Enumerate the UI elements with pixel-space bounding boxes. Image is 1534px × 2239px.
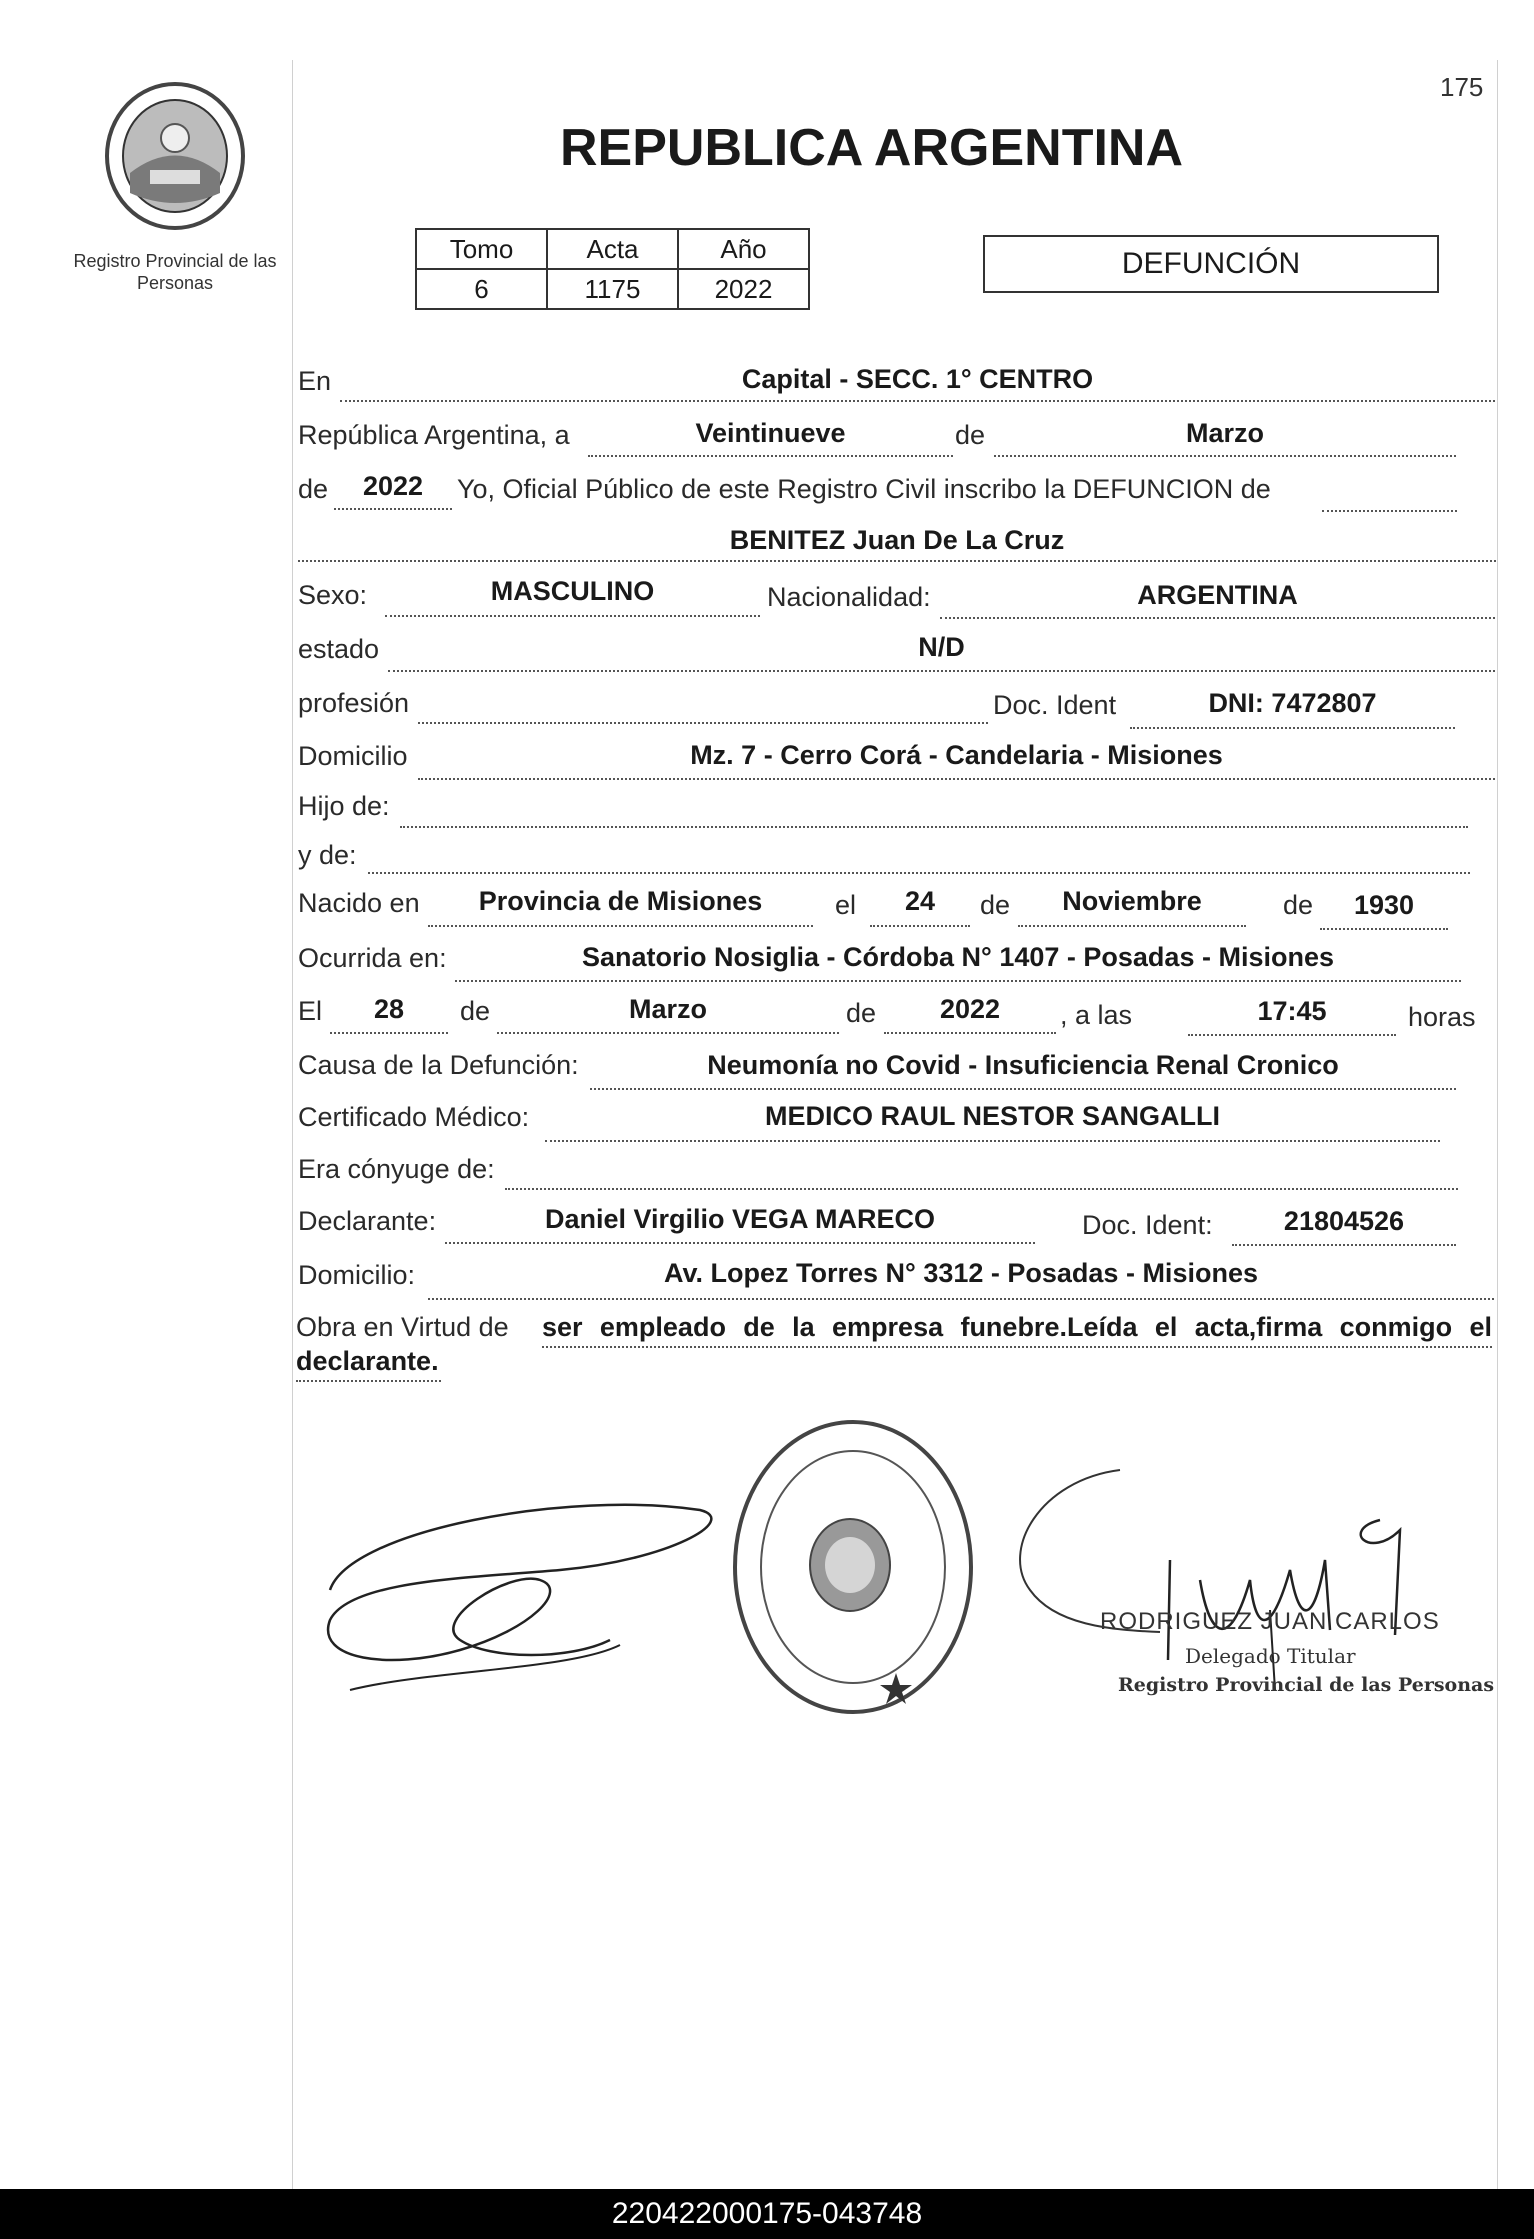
line-certificado	[545, 1140, 1440, 1142]
label-horas: horas	[1408, 1002, 1476, 1032]
acta-value: 1175	[547, 269, 678, 309]
declarant-signature	[310, 1470, 730, 1710]
label-de-def-mes: de	[460, 996, 491, 1026]
line-y-de	[368, 872, 1470, 874]
left-margin-line	[292, 60, 293, 2189]
label-el: el	[835, 890, 857, 920]
line-sexo	[385, 615, 760, 617]
register-table	[415, 228, 810, 310]
field-estado: N/D	[918, 632, 965, 662]
acta-header: Acta	[547, 229, 678, 269]
line-lugar	[340, 400, 1495, 402]
field-certificado: MEDICO RAUL NESTOR SANGALLI	[764, 1101, 1221, 1131]
footer-code: 220422000175-043748	[0, 2189, 1534, 2239]
label-doc-ident-declarante: Doc. Ident:	[1082, 1210, 1213, 1240]
line-nacido-en	[428, 925, 813, 927]
label-declarante: Declarante:	[298, 1206, 437, 1236]
label-ocurrida-en: Ocurrida en:	[298, 943, 447, 973]
field-nombre: BENITEZ Juan De La Cruz	[729, 525, 1065, 555]
label-doc-ident: Doc. Ident	[993, 690, 1117, 720]
page-number: 175	[1440, 72, 1484, 102]
line-dia	[588, 455, 953, 457]
field-anio: 2022	[362, 471, 424, 501]
line-def-dia	[330, 1032, 448, 1034]
line-conyuge	[505, 1188, 1458, 1190]
anio-value: 2022	[678, 269, 809, 309]
label-de-def-anio: de	[846, 998, 877, 1028]
line-declarante-doc	[1232, 1244, 1456, 1246]
label-de-mes: de	[955, 420, 986, 450]
label-hijo-de: Hijo de:	[298, 791, 390, 821]
tomo-header: Tomo	[416, 229, 547, 269]
label-sexo: Sexo:	[298, 580, 368, 610]
label-de-nac-mes: de	[980, 890, 1011, 920]
label-de-nac-anio: de	[1283, 890, 1314, 920]
field-def-mes: Marzo	[628, 994, 707, 1024]
label-en: En	[298, 366, 332, 396]
line-nac-mes	[1018, 925, 1246, 927]
field-obra-line1: ser empleado de la empresa funebre.Leída el acta,firma conmigo el	[542, 1312, 1492, 1342]
field-domicilio: Mz. 7 - Cerro Corá - Candelaria - Misiones	[690, 740, 1223, 770]
line-def-hora	[1188, 1034, 1396, 1036]
line-obra-2	[296, 1380, 441, 1382]
right-margin-line	[1497, 60, 1498, 2189]
line-declarante-domicilio	[428, 1298, 1494, 1300]
anio-header: Año	[678, 229, 809, 269]
line-declarante	[445, 1242, 1035, 1244]
official-title: Delegado Titular	[1185, 1644, 1356, 1668]
province-emblem	[100, 78, 250, 233]
line-causa	[590, 1088, 1456, 1090]
label-conyuge: Era cónyuge de:	[298, 1154, 495, 1184]
label-causa: Causa de la Defunción:	[298, 1050, 579, 1080]
label-nacionalidad: Nacionalidad:	[767, 582, 931, 612]
field-declarante-doc: 21804526	[1283, 1206, 1405, 1236]
line-nac-dia	[870, 925, 970, 927]
field-def-hora: 17:45	[1257, 996, 1327, 1026]
label-de-anio: de	[298, 474, 329, 504]
line-defuncion-de	[1322, 510, 1457, 512]
field-causa: Neumonía no Covid - Insuficiencia Renal Cronico	[707, 1050, 1339, 1080]
line-estado	[388, 670, 1495, 672]
field-dia-letras: Veintinueve	[695, 418, 846, 448]
field-def-dia: 28	[373, 994, 405, 1024]
label-domicilio: Domicilio	[298, 741, 408, 771]
field-ocurrida-en: Sanatorio Nosiglia - Córdoba N° 1407 - Posadas - Misiones	[582, 942, 1334, 972]
label-obra: Obra en Virtud de	[296, 1312, 509, 1342]
line-mes	[994, 455, 1456, 457]
line-profesion	[418, 722, 988, 724]
label-yo-oficial: Yo, Oficial Público de este Registro Civil inscribo la DEFUNCION de	[457, 474, 1271, 504]
field-nacionalidad: ARGENTINA	[1137, 580, 1298, 610]
line-anio	[334, 508, 452, 510]
line-doc-ident	[1130, 727, 1455, 729]
field-obra-line2: declarante.	[296, 1346, 439, 1376]
line-nacionalidad	[940, 617, 1495, 619]
field-declarante: Daniel Virgilio VEGA MARECO	[544, 1204, 936, 1234]
document-type-box: DEFUNCIÓN	[983, 235, 1439, 293]
field-sexo: MASCULINO	[490, 576, 655, 606]
field-declarante-domicilio: Av. Lopez Torres N° 3312 - Posadas - Misiones	[664, 1258, 1258, 1288]
line-nac-anio	[1320, 928, 1448, 930]
field-nac-anio: 1930	[1353, 890, 1415, 920]
tomo-value: 6	[416, 269, 547, 309]
label-domicilio-declarante: Domicilio:	[298, 1260, 416, 1290]
field-doc-ident: DNI: 7472807	[1208, 688, 1377, 718]
official-name: RODRIGUEZ JUAN CARLOS	[1100, 1608, 1440, 1635]
label-profesion: profesión	[298, 688, 410, 718]
official-seal	[728, 1415, 978, 1720]
label-estado: estado	[298, 634, 380, 664]
label-El: El	[298, 996, 323, 1026]
page-title: REPUBLICA ARGENTINA	[560, 119, 1184, 177]
field-mes: Marzo	[1185, 418, 1264, 448]
registry-name: Registro Provincial de las Personas	[73, 251, 277, 293]
label-certificado: Certificado Médico:	[298, 1102, 530, 1132]
line-def-mes	[497, 1032, 839, 1034]
line-ocurrida-en	[455, 980, 1461, 982]
line-domicilio	[418, 778, 1495, 780]
official-office: Registro Provincial de las Personas	[1118, 1674, 1495, 1696]
line-nombre	[298, 560, 1496, 562]
line-obra	[542, 1346, 1492, 1348]
field-nacido-en: Provincia de Misiones	[478, 886, 763, 916]
line-def-anio	[884, 1032, 1056, 1034]
label-nacido-en: Nacido en	[298, 888, 420, 918]
field-nac-mes: Noviembre	[1062, 886, 1202, 916]
line-hijo-de	[400, 826, 1468, 828]
field-lugar: Capital - SECC. 1° CENTRO	[741, 364, 1094, 394]
label-y-de: y de:	[298, 840, 357, 870]
field-nac-dia: 24	[904, 886, 936, 916]
label-republica: República Argentina, a	[298, 420, 570, 450]
label-a-las: , a las	[1060, 1000, 1133, 1030]
field-def-anio: 2022	[939, 994, 1001, 1024]
